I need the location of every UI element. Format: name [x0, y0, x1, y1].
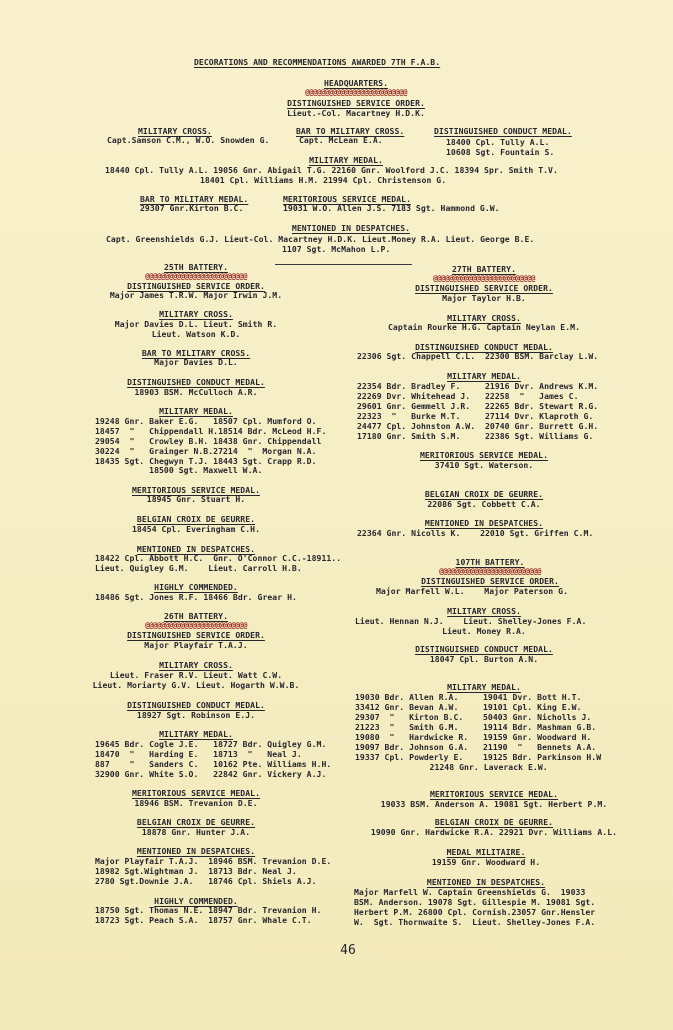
b25-hc-line: 18486 Sgt. Jones R.F. 18466 Bdr. Grear H. [95, 592, 297, 602]
b25-bar-mc-line: Major Davies D.L. [154, 357, 238, 367]
b25-mc-heading: MILITARY CROSS. [159, 309, 233, 319]
b26-mc-heading: MILITARY CROSS. [159, 660, 233, 670]
hq-mid-line-1: Capt. Greenshields G.J. Lieut-Col. Macartney H.D.K. Lieut.Money R.A. Lieut. George B.E. [106, 234, 535, 244]
hq-dcm-line-2: 10608 Sgt. Fountain S. [446, 147, 555, 157]
b26-mm-heading: MILITARY MEDAL. [159, 729, 233, 739]
b27-mm-line-2: 22269 Dvr. Whitehead J. 22258 " James C. [357, 391, 579, 401]
b27-mm-heading: MILITARY MEDAL. [447, 371, 521, 381]
b27-cdg-line: 22086 Sgt. Cobbett C.A. [427, 499, 541, 509]
b25-cdg-heading: BELGIAN CROIX DE GEURRE. [136, 514, 256, 524]
b107-mm-line-6: 19097 Bdr. Johnson G.A. 21190 " Bennets A.A. [355, 742, 597, 752]
b26-mid-line-2: 18982 Sgt.Wightman J. 18713 Bdr. Neal J. [95, 866, 297, 876]
b107-mm-line-8: 21248 Gnr. Laverack E.W. [400, 762, 548, 772]
b107-mmil-line: 19159 Gnr. Woodward H. [431, 857, 541, 867]
b27-heading: 27TH BATTERY. [452, 264, 516, 274]
b25-bar-mc-heading: BAR TO MILITARY CROSS. [141, 348, 251, 358]
b107-dcm-line: 18047 Cpl. Burton A.N. [429, 654, 539, 664]
b25-msm-line: 18945 Gnr. Stuart H. [146, 494, 246, 504]
b107-mc-line-2: Lieut. Money R.A. [442, 626, 526, 636]
hq-msm-heading: MERITORIOUS SERVICE MEDAL. [283, 194, 411, 204]
b27-mid-heading: MENTIONED IN DESPATCHES. [424, 518, 544, 528]
document-title: DECORATIONS AND RECOMMENDATIONS AWARDED 7TH F.A.B. [194, 57, 441, 67]
b107-mc-heading: MILITARY CROSS. [447, 606, 521, 616]
hq-mc-heading: MILITARY CROSS. [138, 126, 212, 136]
b27-msm-line: 37410 Sgt. Waterson. [434, 460, 534, 470]
b26-dso-line: Major Playfair T.A.J. [144, 640, 248, 650]
b107-dcm-heading: DISTINGUISHED CONDUCT MEDAL. [415, 644, 553, 654]
b107-mm-line-7: 19337 Cpl. Powderly E. 19125 Bdr. Parkinson H.W [355, 752, 602, 762]
b25-dso-line: Major James T.R.W. Major Irwin J.M. [109, 290, 283, 300]
b27-dso-line: Major Taylor H.B. [442, 293, 526, 303]
hq-mc-line: Capt.Samson C.M., W.O. Snowden G. [107, 135, 270, 145]
b27-dcm-line: 22306 Sgt. Chappell C.L. 22300 BSM. Barclay L.W. [357, 351, 599, 361]
b25-ornament: @@@@@@@@@@@@@@@@@@@@@@@@@@ [145, 272, 247, 281]
b107-cdg-line: 19090 Gnr. Hardwicke R.A. 22921 Dvr. Williams A.L. [370, 827, 618, 837]
b25-mid-line-1: 18422 Cpl. Abbott H.C. Gnr. O'Connor C.C.-18911.. [95, 553, 342, 563]
b25-mid-line-2: Lieut. Quigley G.M. Lieut. Carroll H.B. [95, 563, 302, 573]
b27-ornament: @@@@@@@@@@@@@@@@@@@@@@@@@@ [433, 274, 535, 283]
b25-dso-heading: DISTINGUISHED SERVICE ORDER. [127, 281, 265, 291]
hq-bar-mc-heading: BAR TO MILITARY CROSS. [296, 126, 405, 136]
hq-dcm-line-1: 18400 Cpl. Tully A.L. [446, 137, 550, 147]
b26-msm-heading: MERITORIOUS SERVICE MEDAL. [132, 788, 260, 798]
b27-mm-line-5: 24477 Cpl. Johnston A.W. 20740 Gnr. Burrett G.H. [357, 421, 599, 431]
b26-dcm-heading: DISTINGUISHED CONDUCT MEDAL. [127, 700, 265, 710]
b27-mm-line-6: 17180 Gnr. Smith S.M. 22386 Sgt. Williams G. [357, 431, 594, 441]
hq-msm-line: 19031 W.O. Allen J.S. 7183 Sgt. Hammond G.W. [283, 203, 500, 213]
b27-mid-line: 22364 Gnr. Nicolls K. 22010 Sgt. Griffen C.M. [357, 528, 594, 538]
b107-mm-line-3: 29307 " Kirton B.C. 50403 Gnr. Nicholls J. [355, 712, 592, 722]
b25-mm-line-6: 18500 Sgt. Maxwell W.A. [95, 465, 263, 475]
b26-hc-line-1: 18750 Sgt. Thomas N.E. 18947 Bdr. Trevanion H. [95, 905, 322, 915]
hq-ornament: @@@@@@@@@@@@@@@@@@@@@@@@@@ [305, 88, 407, 97]
b25-hc-heading: HIGHLY COMMENDED. [154, 582, 238, 592]
b107-mmil-heading: MEDAL MILITAIRE. [446, 847, 526, 857]
hq-dso-line: Lieut.-Col. Macartney H.D.K. [287, 108, 425, 118]
b107-mid-line-2: BSM. Anderson. 19078 Sgt. Gillespie M. 19081 Sgt. [354, 897, 596, 907]
hq-bar-mc-line: Capt. McLean E.A. [299, 135, 383, 145]
b107-dso-heading: DISTINGUISHED SERVICE ORDER. [421, 576, 559, 586]
b26-hc-line-2: 18723 Sgt. Peach S.A. 18757 Gnr. Whale C.T. [95, 915, 312, 925]
b26-hc-heading: HIGHLY COMMENDED. [154, 896, 238, 906]
b107-heading: 107TH BATTERY. [455, 557, 525, 567]
b107-mm-heading: MILITARY MEDAL. [447, 682, 521, 692]
hq-mid-heading: MENTIONED IN DESPATCHES. [291, 223, 411, 233]
b25-dcm-line: 18903 BSM. McCulloch A.R. [134, 387, 258, 397]
b26-cdg-heading: BELGIAN CROIX DE GEURRE. [136, 817, 256, 827]
b107-msm-line: 19033 BSM. Anderson A. 19081 Sgt. Herbert P.M. [380, 799, 608, 809]
b26-mm-line-3: 887 " Sanders C. 10162 Pte. Williams H.H. [95, 759, 332, 769]
b26-cdg-line: 18878 Gnr. Hunter J.A. [141, 827, 251, 837]
b26-dso-heading: DISTINGUISHED SERVICE ORDER. [127, 630, 265, 640]
b107-mid-line-3: Herbert P.M. 26800 Cpl. Cornish.23057 Gnr.Hensler [354, 907, 596, 917]
b27-msm-heading: MERITORIOUS SERVICE MEDAL. [420, 450, 548, 460]
b25-mc-line-2: Lieut. Watson K.D. [151, 329, 241, 339]
b26-ornament: @@@@@@@@@@@@@@@@@@@@@@@@@@ [145, 621, 247, 630]
b25-mm-line-2: 18457 " Chippendall H.18514 Bdr. McLeod H.F. [95, 426, 327, 436]
b107-dso-line: Major Marfell W.L. Major Paterson G. [376, 586, 568, 596]
b26-heading: 26TH BATTERY. [164, 611, 228, 621]
page-number: 46 [340, 943, 356, 958]
section-divider [275, 264, 412, 265]
b107-mc-line-1: Lieut. Hennan N.J. Lieut. Shelley-Jones F.A. [355, 616, 587, 626]
b25-mm-heading: MILITARY MEDAL. [159, 406, 233, 416]
hq-dso-heading: DISTINGUISHED SERVICE ORDER. [287, 98, 425, 108]
b25-mm-line-3: 29054 " Crowley B.H. 18438 Gnr. Chippendall [95, 436, 322, 446]
b27-mm-line-3: 29601 Gnr. Gemmell J.R. 22265 Bdr. Stewart R.G. [357, 401, 599, 411]
b27-dcm-heading: DISTINGUISHED CONDUCT MEDAL. [415, 342, 553, 352]
hq-mid-line-2: 1107 Sgt. McMahon L.P. [282, 244, 391, 254]
b25-mm-line-4: 30224 " Grainger N.B.27214 " Morgan N.A. [95, 446, 317, 456]
b25-cdg-line: 18454 Cpl. Everingham C.H. [132, 524, 260, 534]
b107-mm-line-2: 33412 Gnr. Bevan A.W. 19101 Cpl. King E.W. [355, 702, 582, 712]
b26-mm-line-2: 18470 " Harding E. 18713 " Neal J. [95, 749, 302, 759]
b25-msm-heading: MERITORIOUS SERVICE MEDAL. [132, 485, 260, 495]
b25-mm-line-5: 18435 Sgt. Chegwyn T.J. 18443 Sgt. Crapp R.D. [95, 456, 317, 466]
b25-heading: 25TH BATTERY. [164, 262, 228, 272]
b27-mc-line: Captain Rourke H.G. Captain Neylan E.M. [388, 322, 580, 332]
b107-msm-heading: MERITORIOUS SERVICE MEDAL. [430, 789, 558, 799]
b26-mc-line-1: Lieut. Fraser R.V. Lieut. Watt C.W. [109, 670, 283, 680]
hq-bar-mm-line: 29307 Gnr.Kirton B.C. [140, 203, 244, 213]
b25-dcm-heading: DISTINGUISHED CONDUCT MEDAL. [127, 377, 265, 387]
b107-mid-line-1: Major Marfell W. Captain Greenshields G. 19033 [354, 887, 586, 897]
b26-mid-line-1: Major Playfair T.A.J. 18946 BSM. Trevanion D.E. [95, 856, 332, 866]
b26-msm-line: 18946 BSM. Trevanion D.E. [134, 798, 258, 808]
b107-mm-line-1: 19030 Bdr. Allen R.A. 19041 Dvr. Bott H.T. [355, 692, 582, 702]
b26-mc-line-2: Lieut. Moriarty G.V. Lieut. Hogarth W.W.B. [92, 680, 300, 690]
b107-mm-line-4: 21223 " Smith G.M. 19114 Bdr. Mashman G.B. [355, 722, 597, 732]
hq-bar-mm-heading: BAR TO MILITARY MEDAL. [140, 194, 249, 204]
hq-mm-heading: MILITARY MEDAL. [309, 155, 383, 165]
b25-mc-line-1: Major Davies D.L. Lieut. Smith R. [114, 319, 278, 329]
b25-mm-line-1: 19248 Gnr. Baker E.G. 18507 Cpl. Mumford O. [95, 416, 317, 426]
b27-mc-heading: MILITARY CROSS. [447, 313, 521, 323]
b107-mid-heading: MENTIONED IN DESPATCHES. [426, 877, 546, 887]
b27-cdg-heading: BELGIAN CROIX DE GEURRE. [424, 489, 544, 499]
b107-mm-line-5: 19080 " Hardwicke R. 19159 Gnr. Woodward H. [355, 732, 592, 742]
hq-mm-line-2: 18401 Cpl. Williams H.M. 21994 Cpl. Christenson G. [200, 175, 447, 185]
b26-mid-line-3: 2780 Sgt.Downie J.A. 18746 Cpl. Shiels A.J. [95, 876, 317, 886]
b26-mid-heading: MENTIONED IN DESPATCHES. [136, 846, 256, 856]
b107-mid-line-4: W. Sgt. Thornwaite S. Lieut. Shelley-Jones F.A. [354, 917, 596, 927]
b26-mm-line-4: 32900 Gnr. White S.O. 22842 Gnr. Vickery A.J. [95, 769, 327, 779]
b26-mm-line-1: 19645 Bdr. Cogle J.E. 18727 Bdr. Quigley G.M. [95, 739, 327, 749]
b27-mm-line-4: 22323 " Burke M.T. 27114 Dvr. Klaproth G. [357, 411, 594, 421]
hq-heading: HEADQUARTERS. [324, 78, 388, 88]
b27-mm-line-1: 22354 Bdr. Bradley F. 21916 Dvr. Andrews K.M. [357, 381, 599, 391]
b26-dcm-line: 18927 Sgt. Robinson E.J. [136, 710, 256, 720]
b107-cdg-heading: BELGIAN CROIX DE GEURRE. [434, 817, 554, 827]
b25-mid-heading: MENTIONED IN DESPATCHES. [136, 544, 256, 554]
hq-dcm-heading: DISTINGUISHED CONDUCT MEDAL. [434, 126, 572, 136]
hq-mm-line-1: 18440 Cpl. Tully A.L. 19056 Gnr. Abigail T.G. 22160 Gnr. Woolford J.C. 18394 Spr. Smith T.V. [105, 165, 558, 175]
b27-dso-heading: DISTINGUISHED SERVICE ORDER. [415, 283, 553, 293]
b107-ornament: @@@@@@@@@@@@@@@@@@@@@@@@@@ [439, 567, 541, 576]
